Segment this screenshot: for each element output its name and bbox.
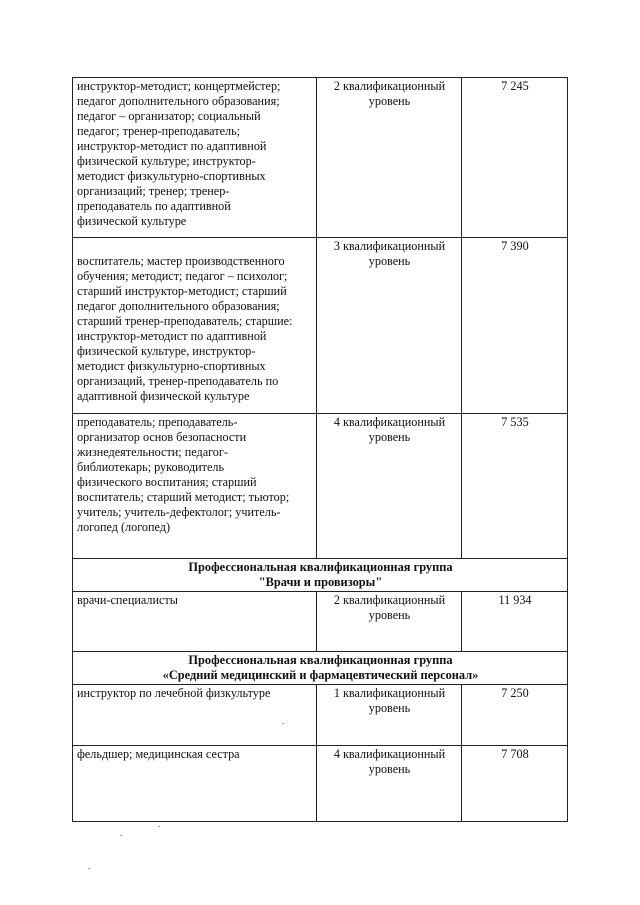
level-text: 4 квалификационный <box>333 747 446 761</box>
scan-speck <box>120 835 122 836</box>
position-text: адаптивной физической культуре <box>77 389 250 403</box>
position-text: инструктор-методист; концертмейстер; <box>77 79 281 93</box>
level-text: 1 квалификационный <box>333 686 446 700</box>
level-cell <box>317 746 462 822</box>
position-text: организаций, тренер-преподаватель по <box>77 374 279 388</box>
position-text: преподаватель; преподаватель- <box>77 415 238 429</box>
group-subtitle: "Врачи и провизоры" <box>258 575 383 589</box>
level-text: 4 квалификационный <box>333 415 446 429</box>
scan-speck <box>88 868 90 869</box>
level-text: 3 квалификационный <box>333 239 446 253</box>
salary-cell: 7 535 <box>462 414 568 559</box>
level-cell <box>317 238 462 414</box>
level-text: уровень <box>368 94 411 108</box>
level-text: уровень <box>368 430 411 444</box>
level-cell <box>317 685 462 746</box>
position-text: учитель; учитель-дефектолог; учитель- <box>77 505 281 519</box>
table-row <box>73 592 568 652</box>
position-text: воспитатель; мастер производственного <box>77 254 285 268</box>
level-text: 2 квалификационный <box>333 79 446 93</box>
table-row <box>73 746 568 822</box>
group-title: Профессиональная квалификационная группа <box>188 653 453 667</box>
group-header <box>73 652 568 685</box>
level-text: уровень <box>368 701 411 715</box>
salary-cell: 7 390 <box>462 238 568 414</box>
level-cell <box>317 592 462 652</box>
group-title: Профессиональная квалификационная группа <box>188 560 453 574</box>
position-text: методист физкультурно-спортивных <box>77 359 266 373</box>
scan-speck <box>282 723 284 724</box>
group-subtitle: «Средний медицинский и фармацевтический персонал» <box>162 668 479 682</box>
position-text: педагог; тренер-преподаватель; <box>77 124 241 138</box>
table-row <box>73 414 568 559</box>
position-cell: инструктор по лечебной физкультуре <box>73 685 317 746</box>
group-header-row <box>73 559 568 592</box>
table-row <box>73 685 568 746</box>
position-text: старший инструктор-методист; старший <box>77 284 287 298</box>
position-text: физической культуре; инструктор- <box>77 154 256 168</box>
salary-cell: 7 708 <box>462 746 568 822</box>
position-text: организатор основ безопасности <box>77 430 247 444</box>
position-text: воспитатель; старший методист; тьютор; <box>77 490 290 504</box>
position-text: старший тренер-преподаватель; старшие: <box>77 314 293 328</box>
position-cell: фельдшер; медицинская сестра <box>73 746 317 822</box>
position-text: педагог – организатор; социальный <box>77 109 261 123</box>
position-cell <box>73 78 317 238</box>
position-text: библиотекарь; руководитель <box>77 460 225 474</box>
position-text: методист физкультурно-спортивных <box>77 169 266 183</box>
position-text: инструктор-методист по адаптивной <box>77 139 267 153</box>
position-text: педагог дополнительного образования; <box>77 94 280 108</box>
position-text: преподаватель по адаптивной <box>77 199 231 213</box>
position-cell: врачи-специалисты <box>73 592 317 652</box>
position-cell <box>73 414 317 559</box>
position-text: организаций; тренер; тренер- <box>77 184 230 198</box>
position-cell <box>73 238 317 414</box>
position-text: педагог дополнительного образования; <box>77 299 280 313</box>
scan-speck <box>158 826 160 827</box>
salary-table <box>72 77 568 822</box>
salary-cell: 7 245 <box>462 78 568 238</box>
group-header-row <box>73 652 568 685</box>
level-cell <box>317 78 462 238</box>
position-text: логопед (логопед) <box>77 520 171 534</box>
level-cell <box>317 414 462 559</box>
position-text: обучения; методист; педагог – психолог; <box>77 269 288 283</box>
position-text: инструктор-методист по адаптивной <box>77 329 267 343</box>
position-text: физического воспитания; старший <box>77 475 257 489</box>
level-text: 2 квалификационный <box>333 593 446 607</box>
group-header <box>73 559 568 592</box>
salary-cell: 11 934 <box>462 592 568 652</box>
salary-cell: 7 250 <box>462 685 568 746</box>
table-row <box>73 238 568 414</box>
position-text: физической культуре <box>77 214 187 228</box>
table-row <box>73 78 568 238</box>
position-text: жизнедеятельности; педагог- <box>77 445 228 459</box>
level-text: уровень <box>368 762 411 776</box>
level-text: уровень <box>368 254 411 268</box>
level-text: уровень <box>368 608 411 622</box>
position-text: физической культуре, инструктор- <box>77 344 256 358</box>
